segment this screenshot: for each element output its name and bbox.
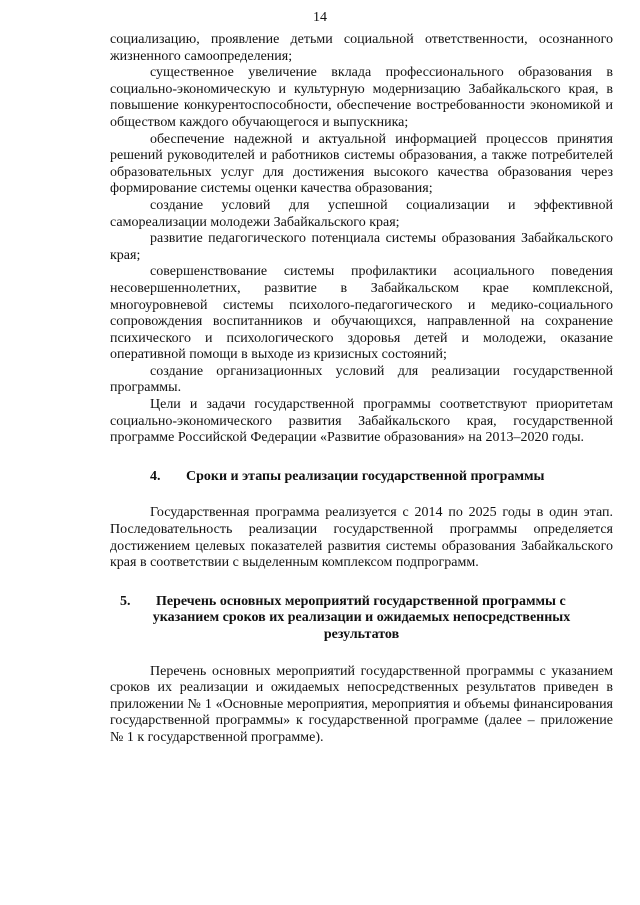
page-number: 14 (313, 10, 327, 25)
section-4-heading (110, 469, 613, 486)
section-5-paragraph: Перечень основных мероприятий государственной программы с указанием сроков их реализации и ожидаемых непосредственных результатов приведен в приложении № 1 «Основные мероприятия, мероприятия и объемы финансирования государственной программы» к государственной программе (далее – приложение № 1 к государственной программе). (110, 663, 613, 745)
paragraph: обеспечение надежной и актуальной информацией процессов принятия решений руководителей и работников системы образования, а также потребителей образовательных услуг для достижения высокого качества образования через формирование системы оценки качества образования; (110, 131, 613, 197)
paragraph: создание условий для успешной социализации и эффективной самореализации молодежи Забайкальского края; (110, 197, 613, 230)
section-4-number: 4. (150, 468, 161, 484)
paragraph: совершенствование системы профилактики асоциального поведения несовершеннолетних, развитие в Забайкальском крае комплексной, многоуровневой системы психолого-педагогического и медико-социального сопровождения воспитанников и обучающихся, направленной на сохранение психического и психологического здоровья детей и молодежи, оказание оперативной помощи в выходе из кризисных состояний; (110, 264, 613, 363)
section-5-title-line2: указанием сроков их реализации и ожидаемых непосредственных (152, 610, 571, 626)
section-5-title-line3: результатов (323, 627, 400, 642)
paragraph: социализацию, проявление детьми социальной ответственности, осознанного жизненного самоопределения; (110, 32, 613, 64)
section-5-title-line1: Перечень основных мероприятий государственной программы с (156, 593, 566, 609)
section-4-title: Сроки и этапы реализации государственной программы (186, 468, 545, 484)
paragraph: развитие педагогического потенциала системы образования Забайкальского края; (110, 231, 613, 263)
paragraph: существенное увеличение вклада профессионального образования в социально-экономическую и культурную модернизацию Забайкальского края, в повышение конкурентоспособности, обеспечение востребованности экономикой и обществом каждого обучающегося и выпускника; (110, 65, 613, 130)
paragraph: создание организационных условий для реализации государственной программы. (110, 363, 613, 396)
section-5-heading (110, 594, 613, 644)
document-body (110, 32, 613, 747)
section-4-paragraph: Государственная программа реализуется с 2014 по 2025 годы в один этап. Последовательность реализации государственной программы определяется достижением целевых показателей развития системы образования Забайкальского края в соответствии с выделенным комплексом подпрограмм. (110, 505, 613, 571)
paragraph: Цели и задачи государственной программы соответствуют приоритетам социально-экономического развития Забайкальского края, государственной программе Российской Федерации «Развитие образования» на 2013–2020 годы. (110, 397, 613, 446)
section-5-number: 5. (120, 593, 131, 609)
